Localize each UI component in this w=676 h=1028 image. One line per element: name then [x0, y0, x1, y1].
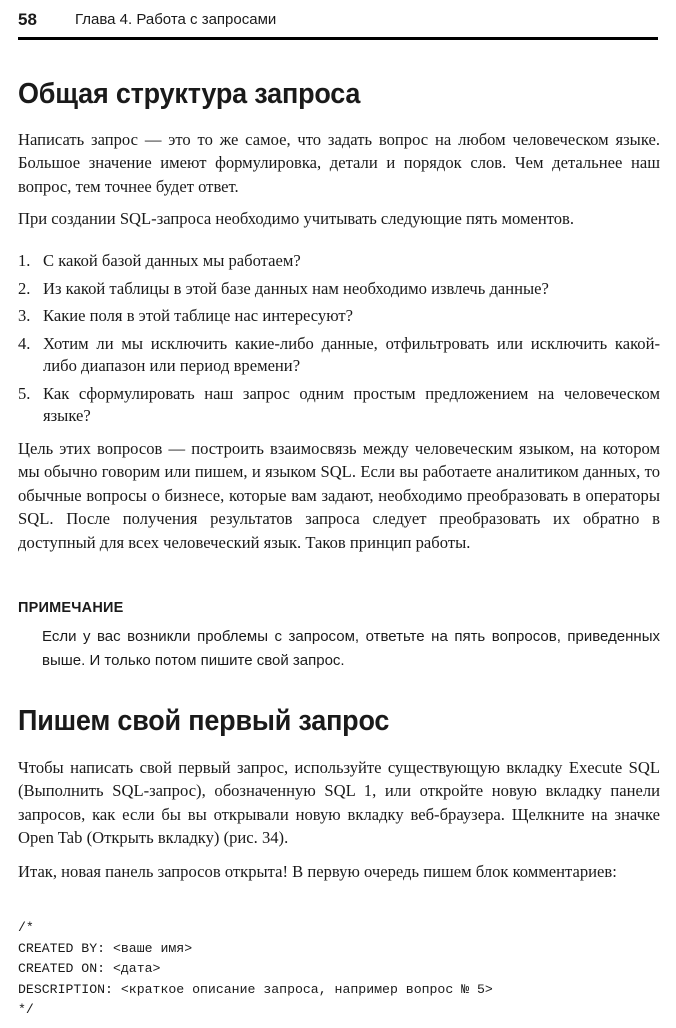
header-rule: [18, 37, 658, 40]
list-text: Какие поля в этой таблице нас интересуют?: [43, 306, 354, 325]
questions-list: [18, 250, 660, 428]
page-header: [18, 10, 658, 40]
paragraph-first-query: Чтобы написать свой первый запрос, используйте существующую вкладку Execute SQL (Выполнить SQL-запрос), обозначенную SQL 1, или откройте новую вкладку панели запросов, как если бы вы открывали новую вкладку веб-браузера. Щелкните на значке Open Tab (Открыть вкладку) (рис. 34).: [18, 758, 660, 848]
section-title-query-structure: Общая структура запроса: [18, 78, 361, 110]
list-item: [18, 383, 660, 428]
code-line: /*: [18, 920, 34, 935]
list-item: [18, 305, 660, 328]
list-item: [18, 278, 660, 301]
code-block: [18, 918, 660, 1021]
code-line: DESCRIPTION: <краткое описание запроса, например вопрос № 5>: [18, 981, 493, 997]
list-text: С какой базой данных мы работаем?: [43, 251, 301, 270]
code-line: CREATED BY: <ваше имя>: [18, 940, 193, 956]
list-number: 5.: [18, 383, 31, 403]
paragraph-five-points: При создании SQL-запроса необходимо учитывать следующие пять моментов.: [18, 209, 575, 228]
running-title: Глава 4. Работа с запросами: [75, 11, 277, 28]
list-number: 2.: [18, 278, 31, 298]
page-number: 58: [18, 10, 37, 29]
code-line: */: [18, 1002, 34, 1017]
section-title-first-query: Пишем свой первый запрос: [18, 705, 390, 737]
list-number: 4.: [18, 333, 31, 353]
note-text: Если у вас возникли проблемы с запросом, ответьте на пять вопросов, приведенных выше. И только потом пишите свой запрос.: [42, 628, 660, 669]
list-number: 3.: [18, 306, 31, 325]
note-title: ПРИМЕЧАНИЕ: [18, 600, 124, 616]
list-text: Хотим ли мы исключить какие-либо данные, отфильтровать или исключить какой-либо диапазон или период времени?: [43, 333, 660, 375]
list-item: [18, 250, 660, 273]
list-text: Из какой таблицы в этой базе данных нам необходимо извлечь данные?: [43, 278, 549, 298]
list-text: Как сформулировать наш запрос одним простым предложением на человеческом языке?: [43, 383, 660, 425]
paragraph-intro: Написать запрос — это то же самое, что задать вопрос на любом человеческом языке. Большое значение имеют формулировка, детали и порядок слов. Чем детальнее наш вопрос, тем точнее будет ответ.: [18, 130, 660, 196]
list-item: [18, 333, 660, 378]
paragraph-comment-block: Итак, новая панель запросов открыта! В первую очередь пишем блок комментариев:: [18, 862, 617, 881]
code-line: CREATED ON: <дата>: [18, 961, 161, 976]
list-number: 1.: [18, 251, 31, 270]
paragraph-purpose: Цель этих вопросов — построить взаимосвязь между человеческим языком, на котором мы обычно говорим или пишем, и языком SQL. Если вы работаете аналитиком данных, то обычные вопросы о бизнесе, которые вам задают, необходимо преобразовать в операторы SQL. После получения результатов запроса следует преобразовать их обратно в доступный для всех человеческий язык. Таков принцип работы.: [18, 439, 660, 552]
